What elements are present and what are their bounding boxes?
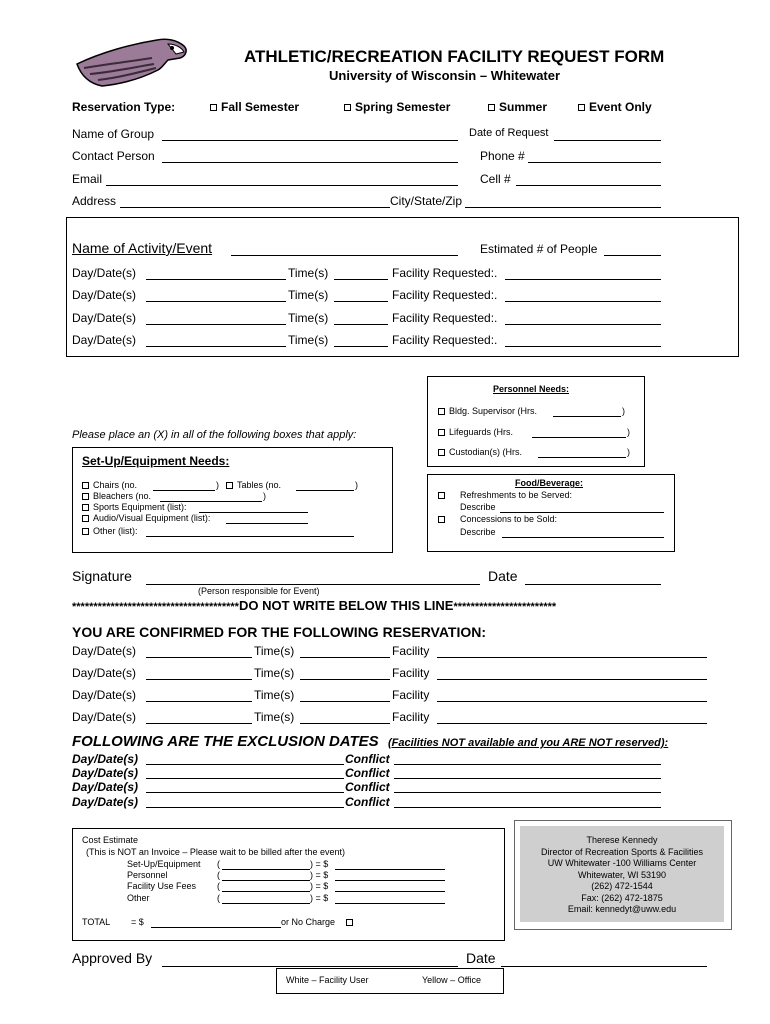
facility-field[interactable]: [437, 701, 707, 702]
checkbox-refreshments[interactable]: [438, 490, 449, 500]
facility-label: Facility: [392, 644, 430, 658]
facility-label: Facility: [392, 688, 430, 702]
refreshments-label: Refreshments to be Served:: [460, 490, 573, 500]
group-name-label: Name of Group: [72, 127, 155, 141]
chairs-close: ): [216, 480, 219, 490]
director-name: Therese Kennedy: [586, 835, 658, 845]
day-date-label: Day/Date(s): [72, 688, 137, 702]
time-label: Time(s): [254, 644, 295, 658]
form-subtitle: University of Wisconsin – Whitewater: [329, 68, 561, 83]
date-request-field[interactable]: [554, 140, 661, 141]
facility-requested-label: Facility Requested:.: [392, 333, 498, 347]
time-field[interactable]: [300, 679, 390, 680]
time-field[interactable]: [334, 301, 388, 302]
contact-person-field[interactable]: [162, 162, 458, 163]
day-date-label: Day/Date(s): [72, 311, 137, 325]
tables-close: ): [355, 480, 358, 490]
yellow-copy-label: Yellow – Office: [422, 975, 482, 985]
approved-by-label: Approved By: [72, 950, 153, 966]
activity-name-label: Name of Activity/Event: [72, 240, 213, 256]
chairs-label: Chairs (no.: [93, 480, 138, 490]
facility-requested-label: Facility Requested:.: [392, 311, 498, 325]
time-field[interactable]: [334, 279, 388, 280]
checkbox-concessions[interactable]: [438, 514, 449, 524]
cost-equals: ) = $: [310, 859, 329, 869]
exclusion-title: FOLLOWING ARE THE EXCLUSION DATES: [72, 733, 379, 750]
cell-label: Cell #: [480, 172, 511, 186]
signature-note: (Person responsible for Event): [198, 586, 320, 596]
day-date-field[interactable]: [146, 723, 252, 724]
sports-equipment-field[interactable]: [199, 512, 308, 513]
day-date-label: Day/Date(s): [72, 795, 139, 809]
cost-row-label: Facility Use Fees: [127, 881, 197, 891]
approval-date-field[interactable]: [501, 966, 707, 967]
cost-open-paren: (: [217, 893, 220, 903]
phone-field[interactable]: [528, 162, 661, 163]
confirmed-title: YOU ARE CONFIRMED FOR THE FOLLOWING RESERVATION:: [72, 624, 487, 640]
time-field[interactable]: [300, 701, 390, 702]
cost-qty-field[interactable]: [222, 891, 310, 892]
cost-estimate-title: Cost Estimate: [82, 835, 139, 845]
reservation-type-label: Reservation Type:: [72, 100, 176, 114]
warhawk-logo-icon: [72, 34, 190, 92]
exclusion-note: (Facilities NOT available and you ARE NOT reserved):: [388, 737, 669, 749]
checkbox-other-equipment[interactable]: [82, 526, 138, 536]
day-date-field[interactable]: [146, 679, 252, 680]
day-date-label: Day/Date(s): [72, 780, 139, 794]
director-address: UW Whitewater -100 Williams Center: [547, 858, 697, 868]
signature-label: Signature: [72, 568, 132, 584]
bldg-supervisor-label: Bldg. Supervisor (Hrs.: [449, 406, 538, 416]
time-label: Time(s): [288, 288, 329, 302]
day-date-label: Day/Date(s): [72, 288, 137, 302]
cost-amount-field[interactable]: [335, 869, 445, 870]
checkbox-av-equipment[interactable]: [82, 513, 210, 523]
signature-date-label: Date: [488, 568, 518, 584]
divider-text: DO NOT WRITE BELOW THIS LINE: [238, 598, 454, 613]
checkbox-sports-equipment[interactable]: [82, 502, 187, 512]
bldg-supervisor-hours-field[interactable]: [553, 416, 621, 417]
day-date-label: Day/Date(s): [72, 644, 137, 658]
cost-open-paren: (: [217, 870, 220, 880]
instructions-text: Please place an (X) in all of the following boxes that apply:: [72, 429, 357, 441]
director-email: Email: kennedyt@uww.edu: [567, 904, 677, 914]
cost-equals: ) = $: [310, 870, 329, 880]
cost-row-label: Personnel: [127, 870, 168, 880]
group-name-field[interactable]: [162, 140, 458, 141]
cost-equals: ) = $: [310, 893, 329, 903]
checkbox-summer[interactable]: Summer: [488, 100, 547, 114]
address-label: Address: [72, 194, 117, 208]
facility-label: Facility: [392, 710, 430, 724]
activity-name-field[interactable]: [231, 255, 458, 256]
setup-equipment-title: Set-Up/Equipment Needs:: [82, 454, 230, 468]
cell-field[interactable]: [516, 185, 661, 186]
cost-amount-field[interactable]: [335, 891, 445, 892]
checkbox-no-charge[interactable]: [346, 917, 357, 927]
cost-qty-field[interactable]: [222, 869, 310, 870]
day-date-field[interactable]: [146, 301, 286, 302]
stars-right: ************************: [453, 601, 557, 613]
director-contact-panel: [520, 826, 724, 922]
total-amount-field[interactable]: [151, 927, 281, 928]
day-date-field[interactable]: [146, 764, 344, 765]
signature-date-field[interactable]: [525, 584, 661, 585]
checkbox-bleachers[interactable]: [82, 491, 151, 501]
time-field[interactable]: [334, 346, 388, 347]
estimated-people-field[interactable]: [604, 255, 661, 256]
cost-amount-field[interactable]: [335, 880, 445, 881]
time-label: Time(s): [254, 688, 295, 702]
approved-by-field[interactable]: [162, 966, 458, 967]
lifeguards-label: Lifeguards (Hrs.: [449, 427, 514, 437]
concessions-describe-label: Describe: [460, 527, 496, 537]
concessions-label: Concessions to be Sold:: [460, 514, 558, 524]
day-date-label: Day/Date(s): [72, 666, 137, 680]
facility-field[interactable]: [437, 679, 707, 680]
day-date-label: Day/Date(s): [72, 752, 139, 766]
conflict-label: Conflict: [345, 780, 390, 794]
conflict-field[interactable]: [394, 792, 661, 793]
cost-qty-field[interactable]: [222, 880, 310, 881]
other-equipment-field[interactable]: [146, 536, 354, 537]
cost-open-paren: (: [217, 881, 220, 891]
food-beverage-title: Food/Beverage:: [515, 478, 584, 488]
estimated-people-label: Estimated # of People: [480, 242, 598, 256]
stars-left: ***************************************: [72, 601, 239, 613]
day-date-label: Day/Date(s): [72, 766, 139, 780]
refreshments-describe-field[interactable]: [500, 512, 664, 513]
address-field[interactable]: [120, 207, 390, 208]
conflict-field[interactable]: [394, 764, 661, 765]
conflict-field[interactable]: [394, 778, 661, 779]
facility-label: Facility: [392, 666, 430, 680]
do-not-write-divider: [72, 598, 556, 613]
facility-requested-label: Facility Requested:.: [392, 266, 498, 280]
tables-count-field[interactable]: [296, 490, 354, 491]
director-city: Whitewater, WI 53190: [577, 869, 667, 880]
checkbox-event-only[interactable]: Event Only: [578, 100, 652, 114]
day-date-field[interactable]: [146, 279, 286, 280]
cost-qty-field[interactable]: [222, 903, 310, 904]
bldg-supervisor-close: ): [622, 406, 625, 416]
day-date-field[interactable]: [146, 778, 344, 779]
director-phone: (262) 472-1544: [591, 881, 653, 891]
time-field[interactable]: [300, 657, 390, 658]
facility-requested-field[interactable]: [505, 324, 661, 325]
concessions-describe-field[interactable]: [502, 537, 664, 538]
day-date-field[interactable]: [146, 324, 286, 325]
contact-person-label: Contact Person: [72, 149, 155, 163]
custodian-label: Custodian(s) (Hrs.: [449, 447, 523, 457]
tables-label: Tables (no.: [237, 480, 282, 490]
phone-label: Phone #: [480, 149, 525, 163]
city-state-zip-field[interactable]: [465, 207, 661, 208]
cost-row-label: Other: [127, 893, 150, 903]
time-label: Time(s): [288, 311, 329, 325]
email-field[interactable]: [106, 185, 458, 186]
time-label: Time(s): [254, 666, 295, 680]
conflict-label: Conflict: [345, 795, 390, 809]
approval-date-label: Date: [466, 950, 496, 966]
checkbox-chairs[interactable]: [82, 480, 137, 490]
facility-requested-field[interactable]: [505, 301, 661, 302]
day-date-field[interactable]: [146, 701, 252, 702]
lifeguards-hours-field[interactable]: [532, 437, 626, 438]
total-label: TOTAL: [82, 917, 111, 927]
director-fax: Fax: (262) 472-1875: [581, 892, 663, 903]
checkbox-fall-semester[interactable]: Fall Semester: [210, 100, 299, 114]
facility-requested-label: Facility Requested:.: [392, 288, 498, 302]
checkbox-bldg-supervisor[interactable]: [438, 406, 537, 416]
no-charge-label: or No Charge: [281, 917, 336, 927]
day-date-label: Day/Date(s): [72, 266, 137, 280]
time-field[interactable]: [300, 723, 390, 724]
lifeguards-close: ): [627, 427, 630, 437]
day-date-field[interactable]: [146, 657, 252, 658]
email-label: Email: [72, 172, 103, 186]
white-copy-label: White – Facility User: [286, 975, 369, 985]
time-label: Time(s): [288, 333, 329, 347]
time-label: Time(s): [254, 710, 295, 724]
day-date-field[interactable]: [146, 346, 286, 347]
checkbox-custodian[interactable]: [438, 447, 522, 457]
cost-row-label: Set-Up/Equipment: [127, 859, 201, 869]
day-date-field[interactable]: [146, 792, 344, 793]
facility-field[interactable]: [437, 657, 707, 658]
custodian-hours-field[interactable]: [538, 457, 626, 458]
av-equipment-field[interactable]: [226, 523, 308, 524]
facility-requested-field[interactable]: [505, 346, 661, 347]
director-title: Director of Recreation Sports & Facilities: [540, 846, 704, 857]
bleachers-close: ): [263, 491, 266, 501]
total-equals: = $: [131, 917, 144, 927]
personnel-needs-title: Personnel Needs:: [493, 384, 570, 394]
form-title: ATHLETIC/RECREATION FACILITY REQUEST FORM: [244, 47, 665, 66]
refreshments-describe-label: Describe: [460, 502, 496, 512]
day-date-label: Day/Date(s): [72, 710, 137, 724]
date-request-label: Date of Request: [469, 127, 549, 139]
checkbox-tables[interactable]: [226, 480, 281, 490]
time-field[interactable]: [334, 324, 388, 325]
cost-estimate-note: (This is NOT an Invoice – Please wait to be billed after the event): [86, 847, 345, 857]
chairs-count-field[interactable]: [153, 490, 215, 491]
cost-open-paren: (: [217, 859, 220, 869]
checkbox-spring-semester[interactable]: Spring Semester: [344, 100, 450, 114]
cost-equals: ) = $: [310, 881, 329, 891]
facility-requested-field[interactable]: [505, 279, 661, 280]
signature-field[interactable]: [146, 584, 480, 585]
city-state-zip-label: City/State/Zip: [390, 194, 463, 208]
day-date-field[interactable]: [146, 807, 344, 808]
sports-equipment-label: Sports Equipment (list):: [93, 502, 187, 512]
cost-amount-field[interactable]: [335, 903, 445, 904]
other-equipment-label: Other (list):: [93, 526, 138, 536]
day-date-label: Day/Date(s): [72, 333, 137, 347]
av-equipment-label: Audio/Visual Equipment (list):: [93, 513, 211, 523]
facility-field[interactable]: [437, 723, 707, 724]
time-label: Time(s): [288, 266, 329, 280]
checkbox-lifeguards[interactable]: [438, 427, 513, 437]
custodian-close: ): [627, 447, 630, 457]
conflict-label: Conflict: [345, 752, 390, 766]
conflict-field[interactable]: [394, 807, 661, 808]
bleachers-label: Bleachers (no.: [93, 491, 152, 501]
conflict-label: Conflict: [345, 766, 390, 780]
